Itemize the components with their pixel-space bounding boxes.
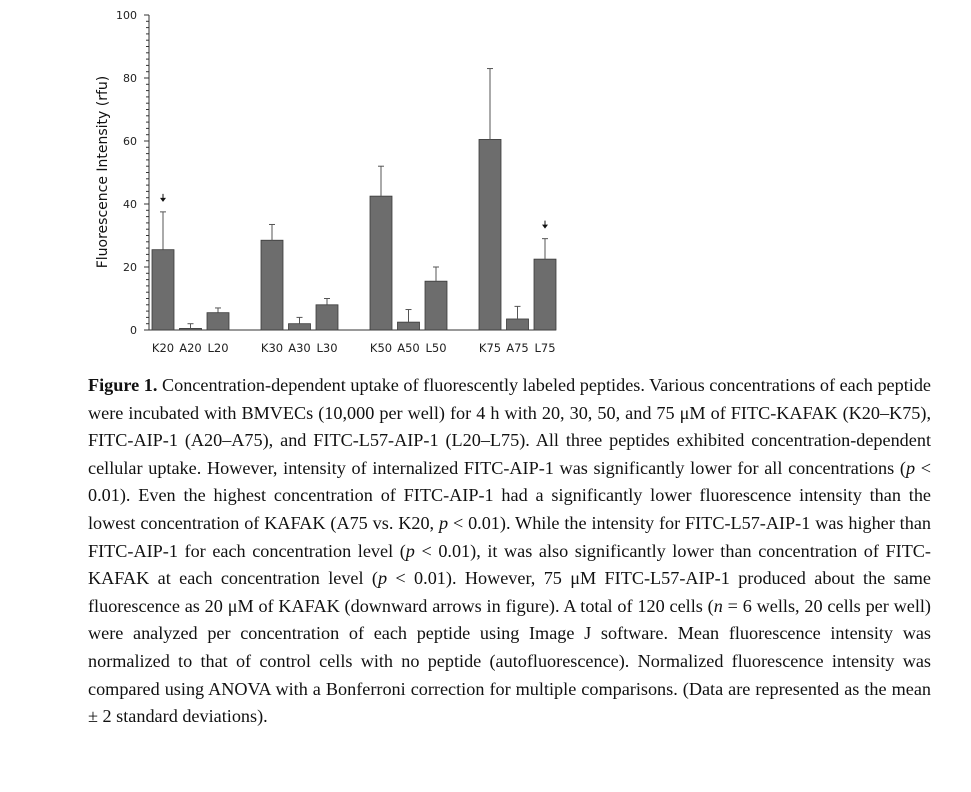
y-tick-label: 100 xyxy=(116,9,137,22)
bar-A50 xyxy=(398,322,420,330)
caption-text: Concentration-dependent uptake of fluorescently labeled peptides. Various concentrations of each peptide were incubated with BMVECs (10,000 per well) for 4 h with 20, 30, 50, and 75 μM of FITC-KAFAK (K20–K75), FITC-AIP-1 (A20–A75), and FITC-L57-AIP-1 (L20–L75). All three peptides exhibited concentration-dependent cellular uptake. However, intensity of internalized FITC-AIP-1 was significantly lower for all concentrations ( xyxy=(88,375,931,478)
x-label-K50: K50 xyxy=(369,341,393,355)
caption-italic: p xyxy=(438,512,449,533)
y-tick-label: 80 xyxy=(123,72,137,85)
caption-text: < 0.01), it was also significantly lower than concentration of FITC-KAFAK at each concentration level ( xyxy=(88,540,931,589)
y-tick-label: 20 xyxy=(123,261,137,274)
y-ticks xyxy=(116,9,149,337)
caption-italic: p xyxy=(905,457,916,478)
y-tick-label: 40 xyxy=(123,198,137,211)
bar-chart xyxy=(0,0,971,365)
bar-K75 xyxy=(479,139,501,330)
x-label-L50: L50 xyxy=(425,341,447,355)
bar-L75 xyxy=(534,259,556,330)
x-label-A75: A75 xyxy=(506,341,529,355)
caption-text: = 6 wells, 20 cells per well) were analyzed per concentration of each peptide using Image J software. Mean fluorescence intensity was normalized to that of control cells with no peptide (autofluorescence). Normalized fluorescence intensity was compared using ANOVA with a Bonferroni correction for multiple comparisons. (Data are represented as the mean ± 2 standard deviations). xyxy=(88,595,931,727)
bar-L30 xyxy=(316,305,338,330)
x-label-K30: K30 xyxy=(260,341,284,355)
bar-A20 xyxy=(180,328,202,330)
x-label-A50: A50 xyxy=(397,341,420,355)
bar-L20 xyxy=(207,313,229,330)
caption-text: < 0.01). However, 75 μM FITC-L57-AIP-1 produced about the same fluorescence as 20 μM of KAFAK (downward arrows in figure). A total of 120 cells ( xyxy=(88,568,931,616)
y-axis-title: Fluorescence Intensity (rfu) xyxy=(95,75,111,269)
x-label-A30: A30 xyxy=(288,341,311,355)
caption-italic: p xyxy=(405,540,415,561)
x-label-K75: K75 xyxy=(478,341,502,355)
caption-text: < 0.01). Even the highest concentration of FITC-AIP-1 had a significantly lower fluorescence intensity than the lowest concentration of KAFAK (A75 vs. K20, xyxy=(88,457,931,533)
x-label-L75: L75 xyxy=(534,341,556,355)
bar-K20 xyxy=(152,250,174,330)
bars xyxy=(152,139,556,330)
x-label-L20: L20 xyxy=(207,341,229,355)
caption-italic: n xyxy=(713,595,723,616)
arrow-head-K20 xyxy=(160,198,166,202)
bar-A75 xyxy=(507,319,529,330)
bar-K30 xyxy=(261,240,283,330)
y-tick-label: 60 xyxy=(123,135,137,148)
bar-L50 xyxy=(425,281,447,330)
caption-label: Figure 1. xyxy=(88,375,158,395)
bar-K50 xyxy=(370,196,392,330)
arrow-head-L75 xyxy=(542,225,548,229)
bar-A30 xyxy=(289,324,311,330)
y-tick-label: 0 xyxy=(130,324,137,337)
x-label-K20: K20 xyxy=(151,341,175,355)
figure-caption xyxy=(88,372,931,731)
x-label-A20: A20 xyxy=(179,341,202,355)
x-label-L30: L30 xyxy=(316,341,338,355)
caption-italic: p xyxy=(377,568,388,589)
x-category-labels xyxy=(152,341,556,355)
caption-text: < 0.01). While the intensity for FITC-L57-AIP-1 was higher than FITC-AIP-1 for each concentration level ( xyxy=(88,512,931,561)
